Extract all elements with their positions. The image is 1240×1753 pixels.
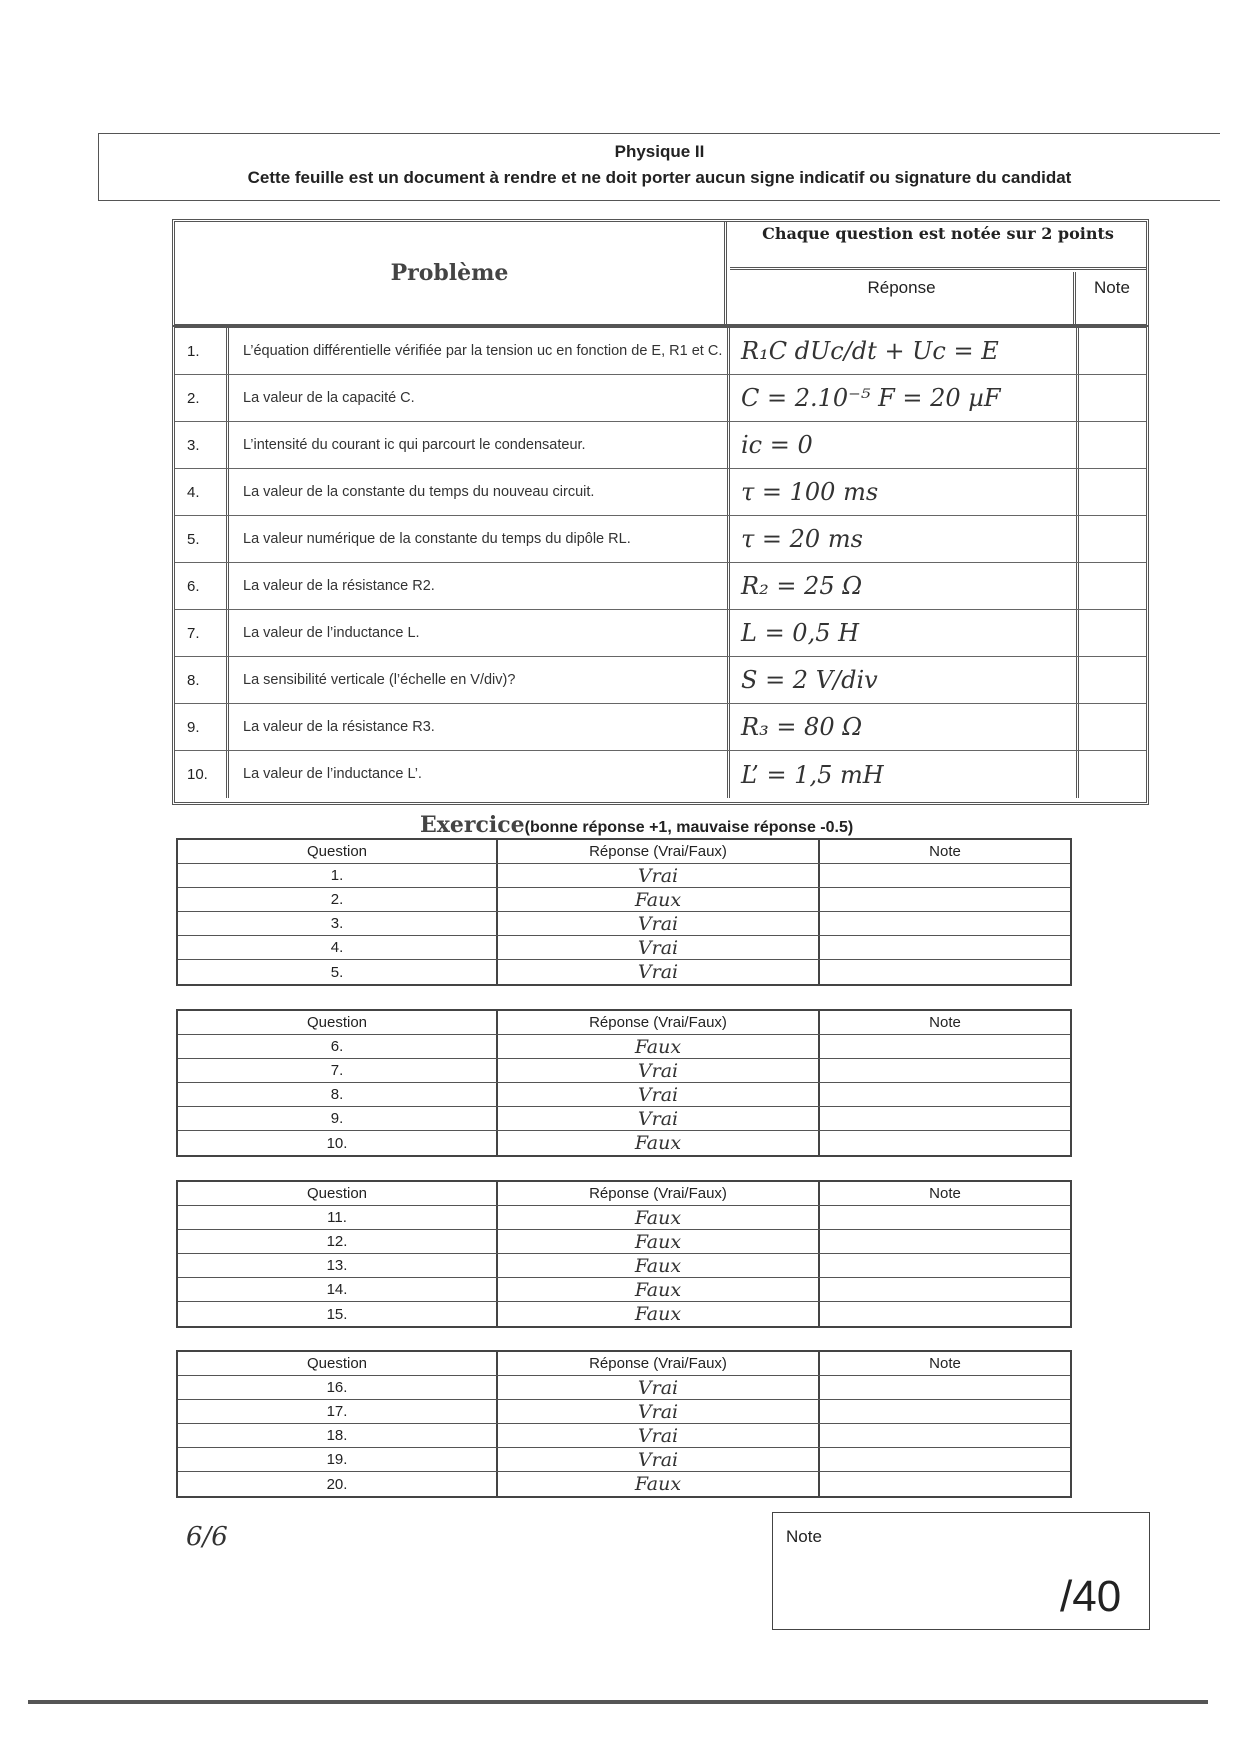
- note-score: /40: [1060, 1572, 1122, 1621]
- probleme-row: [175, 751, 1146, 798]
- row-question: La valeur de la résistance R3.: [235, 704, 730, 750]
- question-number: 6.: [178, 1035, 498, 1058]
- note-cell[interactable]: [820, 888, 1070, 911]
- table-row: [178, 1254, 1070, 1278]
- answer-cell[interactable]: Faux: [498, 888, 820, 911]
- probleme-title: Problème: [175, 222, 727, 324]
- answer-cell[interactable]: Vrai: [498, 936, 820, 959]
- table-header-row: [178, 1352, 1070, 1376]
- question-number: 7.: [178, 1059, 498, 1082]
- table-row: [178, 1302, 1070, 1326]
- page-mark: 6/6: [186, 1522, 228, 1552]
- probleme-row: [175, 563, 1146, 610]
- row-number: 5.: [175, 516, 229, 562]
- row-question: L’intensité du courant ic qui parcourt le condensateur.: [235, 422, 730, 468]
- table-row: [178, 912, 1070, 936]
- row-question: La valeur de la résistance R2.: [235, 563, 730, 609]
- table-row: [178, 1278, 1070, 1302]
- question-number: 15.: [178, 1302, 498, 1326]
- row-question: La sensibilité verticale (l’échelle en V/div)?: [235, 657, 730, 703]
- row-note[interactable]: [1082, 328, 1142, 374]
- row-question: La valeur de l’inductance L’.: [235, 751, 730, 798]
- question-number: 10.: [178, 1131, 498, 1155]
- row-question: La valeur de la capacité C.: [235, 375, 730, 421]
- question-number: 17.: [178, 1400, 498, 1423]
- row-note[interactable]: [1082, 375, 1142, 421]
- probleme-row: [175, 610, 1146, 657]
- table-header-row: [178, 840, 1070, 864]
- question-number: 11.: [178, 1206, 498, 1229]
- question-number: 2.: [178, 888, 498, 911]
- question-number: 20.: [178, 1472, 498, 1496]
- probleme-row: [175, 328, 1146, 375]
- table-header-row: [178, 1011, 1070, 1035]
- document-subtitle: Cette feuille est un document à rendre et ne doit porter aucun signe indicatif ou signature du candidat: [247, 168, 1072, 187]
- answer-cell[interactable]: Vrai: [498, 1424, 820, 1447]
- answer-cell[interactable]: Faux: [498, 1230, 820, 1253]
- answer-cell[interactable]: Faux: [498, 1254, 820, 1277]
- note-cell[interactable]: [820, 1206, 1070, 1229]
- exercice-heading: Exercice: [420, 812, 525, 838]
- note-cell[interactable]: [820, 1107, 1070, 1130]
- note-cell[interactable]: [820, 960, 1070, 984]
- note-cell[interactable]: [820, 1059, 1070, 1082]
- row-note[interactable]: [1082, 751, 1142, 798]
- answer-cell[interactable]: Faux: [498, 1472, 820, 1496]
- row-answer[interactable]: C = 2.10⁻⁵ F = 20 µF: [733, 375, 1079, 421]
- answer-cell[interactable]: Vrai: [498, 1400, 820, 1423]
- question-number: 13.: [178, 1254, 498, 1277]
- col-reponse: Réponse (Vrai/Faux): [498, 1182, 820, 1205]
- question-number: 5.: [178, 960, 498, 984]
- row-answer[interactable]: τ = 20 ms: [733, 516, 1079, 562]
- col-note: Note: [929, 1014, 961, 1031]
- row-answer[interactable]: R₃ = 80 Ω: [733, 704, 1079, 750]
- note-cell[interactable]: [820, 1448, 1070, 1471]
- note-cell[interactable]: [820, 1083, 1070, 1106]
- table-row: [178, 1107, 1070, 1131]
- note-label: Note: [786, 1527, 822, 1546]
- table-row: [178, 1206, 1070, 1230]
- probleme-row: [175, 657, 1146, 704]
- probleme-scoring: Chaque question est notée sur 2 points: [730, 222, 1146, 270]
- document-title: Physique II: [614, 142, 705, 161]
- note-cell[interactable]: [820, 1131, 1070, 1155]
- answer-cell[interactable]: Vrai: [498, 1376, 820, 1399]
- row-question: La valeur de l’inductance L.: [235, 610, 730, 656]
- row-number: 1.: [175, 328, 229, 374]
- table-row: [178, 888, 1070, 912]
- question-number: 19.: [178, 1448, 498, 1471]
- note-cell[interactable]: [820, 912, 1070, 935]
- exercice-table: [176, 838, 1072, 986]
- row-note[interactable]: [1082, 704, 1142, 750]
- note-cell[interactable]: [820, 1278, 1070, 1301]
- col-note: Note: [929, 843, 961, 860]
- bottom-divider: [28, 1700, 1208, 1704]
- row-number: 4.: [175, 469, 229, 515]
- question-number: 16.: [178, 1376, 498, 1399]
- question-number: 1.: [178, 864, 498, 887]
- row-answer[interactable]: S = 2 V/div: [733, 657, 1079, 703]
- row-number: 7.: [175, 610, 229, 656]
- row-note[interactable]: [1082, 516, 1142, 562]
- exercice-table: [176, 1009, 1072, 1157]
- table-row: [178, 1230, 1070, 1254]
- table-row: [178, 1059, 1070, 1083]
- answer-cell[interactable]: Vrai: [498, 1083, 820, 1106]
- question-number: 14.: [178, 1278, 498, 1301]
- answer-cell[interactable]: Faux: [498, 1278, 820, 1301]
- row-number: 8.: [175, 657, 229, 703]
- answer-cell[interactable]: Faux: [498, 1035, 820, 1058]
- answer-cell[interactable]: Vrai: [498, 1107, 820, 1130]
- row-answer[interactable]: ic = 0: [733, 422, 1079, 468]
- row-question: La valeur de la constante du temps du nouveau circuit.: [235, 469, 730, 515]
- probleme-row: [175, 516, 1146, 563]
- col-question: Question: [178, 1182, 498, 1205]
- answer-cell[interactable]: Vrai: [498, 960, 820, 984]
- question-number: 12.: [178, 1230, 498, 1253]
- table-row: [178, 960, 1070, 984]
- table-row: [178, 936, 1070, 960]
- table-row: [178, 1448, 1070, 1472]
- note-cell[interactable]: [820, 1035, 1070, 1058]
- answer-cell[interactable]: Faux: [498, 1131, 820, 1155]
- document-header: [98, 133, 1220, 201]
- answer-cell[interactable]: Vrai: [498, 864, 820, 887]
- row-note[interactable]: [1082, 422, 1142, 468]
- exercice-table: [176, 1350, 1072, 1498]
- probleme-table: [172, 325, 1149, 805]
- table-row: [178, 1472, 1070, 1496]
- note-cell[interactable]: [820, 1230, 1070, 1253]
- row-answer[interactable]: R₂ = 25 Ω: [733, 563, 1079, 609]
- col-question: Question: [178, 840, 498, 863]
- question-number: 3.: [178, 912, 498, 935]
- row-note[interactable]: [1082, 563, 1142, 609]
- row-number: 6.: [175, 563, 229, 609]
- table-row: [178, 1083, 1070, 1107]
- note-cell[interactable]: [820, 1302, 1070, 1326]
- answer-cell[interactable]: Vrai: [498, 1448, 820, 1471]
- row-note[interactable]: [1082, 610, 1142, 656]
- exercice-title: [420, 812, 853, 838]
- answer-cell[interactable]: Vrai: [498, 1059, 820, 1082]
- col-question: Question: [178, 1352, 498, 1375]
- table-row: [178, 864, 1070, 888]
- row-note[interactable]: [1082, 469, 1142, 515]
- note-cell[interactable]: [820, 1376, 1070, 1399]
- table-row: [178, 1035, 1070, 1059]
- col-reponse: Réponse (Vrai/Faux): [498, 1352, 820, 1375]
- note-cell[interactable]: [820, 1400, 1070, 1423]
- table-row: [178, 1400, 1070, 1424]
- note-cell[interactable]: [820, 1472, 1070, 1496]
- probleme-col-note: Note: [1094, 278, 1130, 297]
- table-header-row: [178, 1182, 1070, 1206]
- row-answer[interactable]: R₁C dUc/dt + Uc = E: [733, 328, 1079, 374]
- row-number: 3.: [175, 422, 229, 468]
- probleme-row: [175, 375, 1146, 422]
- question-number: 4.: [178, 936, 498, 959]
- question-number: 9.: [178, 1107, 498, 1130]
- exercice-rule: (bonne réponse +1, mauvaise réponse -0.5): [524, 819, 854, 836]
- row-answer[interactable]: L = 0,5 H: [733, 610, 1079, 656]
- note-cell[interactable]: [820, 936, 1070, 959]
- note-cell[interactable]: [820, 1424, 1070, 1447]
- row-answer[interactable]: L’ = 1,5 mH: [733, 751, 1079, 798]
- row-number: 9.: [175, 704, 229, 750]
- answer-cell[interactable]: Faux: [498, 1302, 820, 1326]
- col-reponse: Réponse (Vrai/Faux): [498, 1011, 820, 1034]
- question-number: 18.: [178, 1424, 498, 1447]
- col-note: Note: [929, 1355, 961, 1372]
- answer-cell[interactable]: Vrai: [498, 912, 820, 935]
- table-row: [178, 1376, 1070, 1400]
- row-question: L’équation différentielle vérifiée par la tension uc en fonction de E, R1 et C.: [235, 328, 730, 374]
- row-answer[interactable]: τ = 100 ms: [733, 469, 1079, 515]
- note-cell[interactable]: [820, 1254, 1070, 1277]
- row-number: 10.: [175, 751, 229, 798]
- table-row: [178, 1131, 1070, 1155]
- row-number: 2.: [175, 375, 229, 421]
- col-note: Note: [929, 1185, 961, 1202]
- note-cell[interactable]: [820, 864, 1070, 887]
- row-note[interactable]: [1082, 657, 1142, 703]
- col-question: Question: [178, 1011, 498, 1034]
- table-row: [178, 1424, 1070, 1448]
- probleme-col-reponse: Réponse: [730, 272, 1076, 324]
- col-reponse: Réponse (Vrai/Faux): [498, 840, 820, 863]
- probleme-row: [175, 704, 1146, 751]
- answer-cell[interactable]: Faux: [498, 1206, 820, 1229]
- exercice-table: [176, 1180, 1072, 1328]
- question-number: 8.: [178, 1083, 498, 1106]
- probleme-row: [175, 422, 1146, 469]
- probleme-row: [175, 469, 1146, 516]
- row-question: La valeur numérique de la constante du temps du dipôle RL.: [235, 516, 730, 562]
